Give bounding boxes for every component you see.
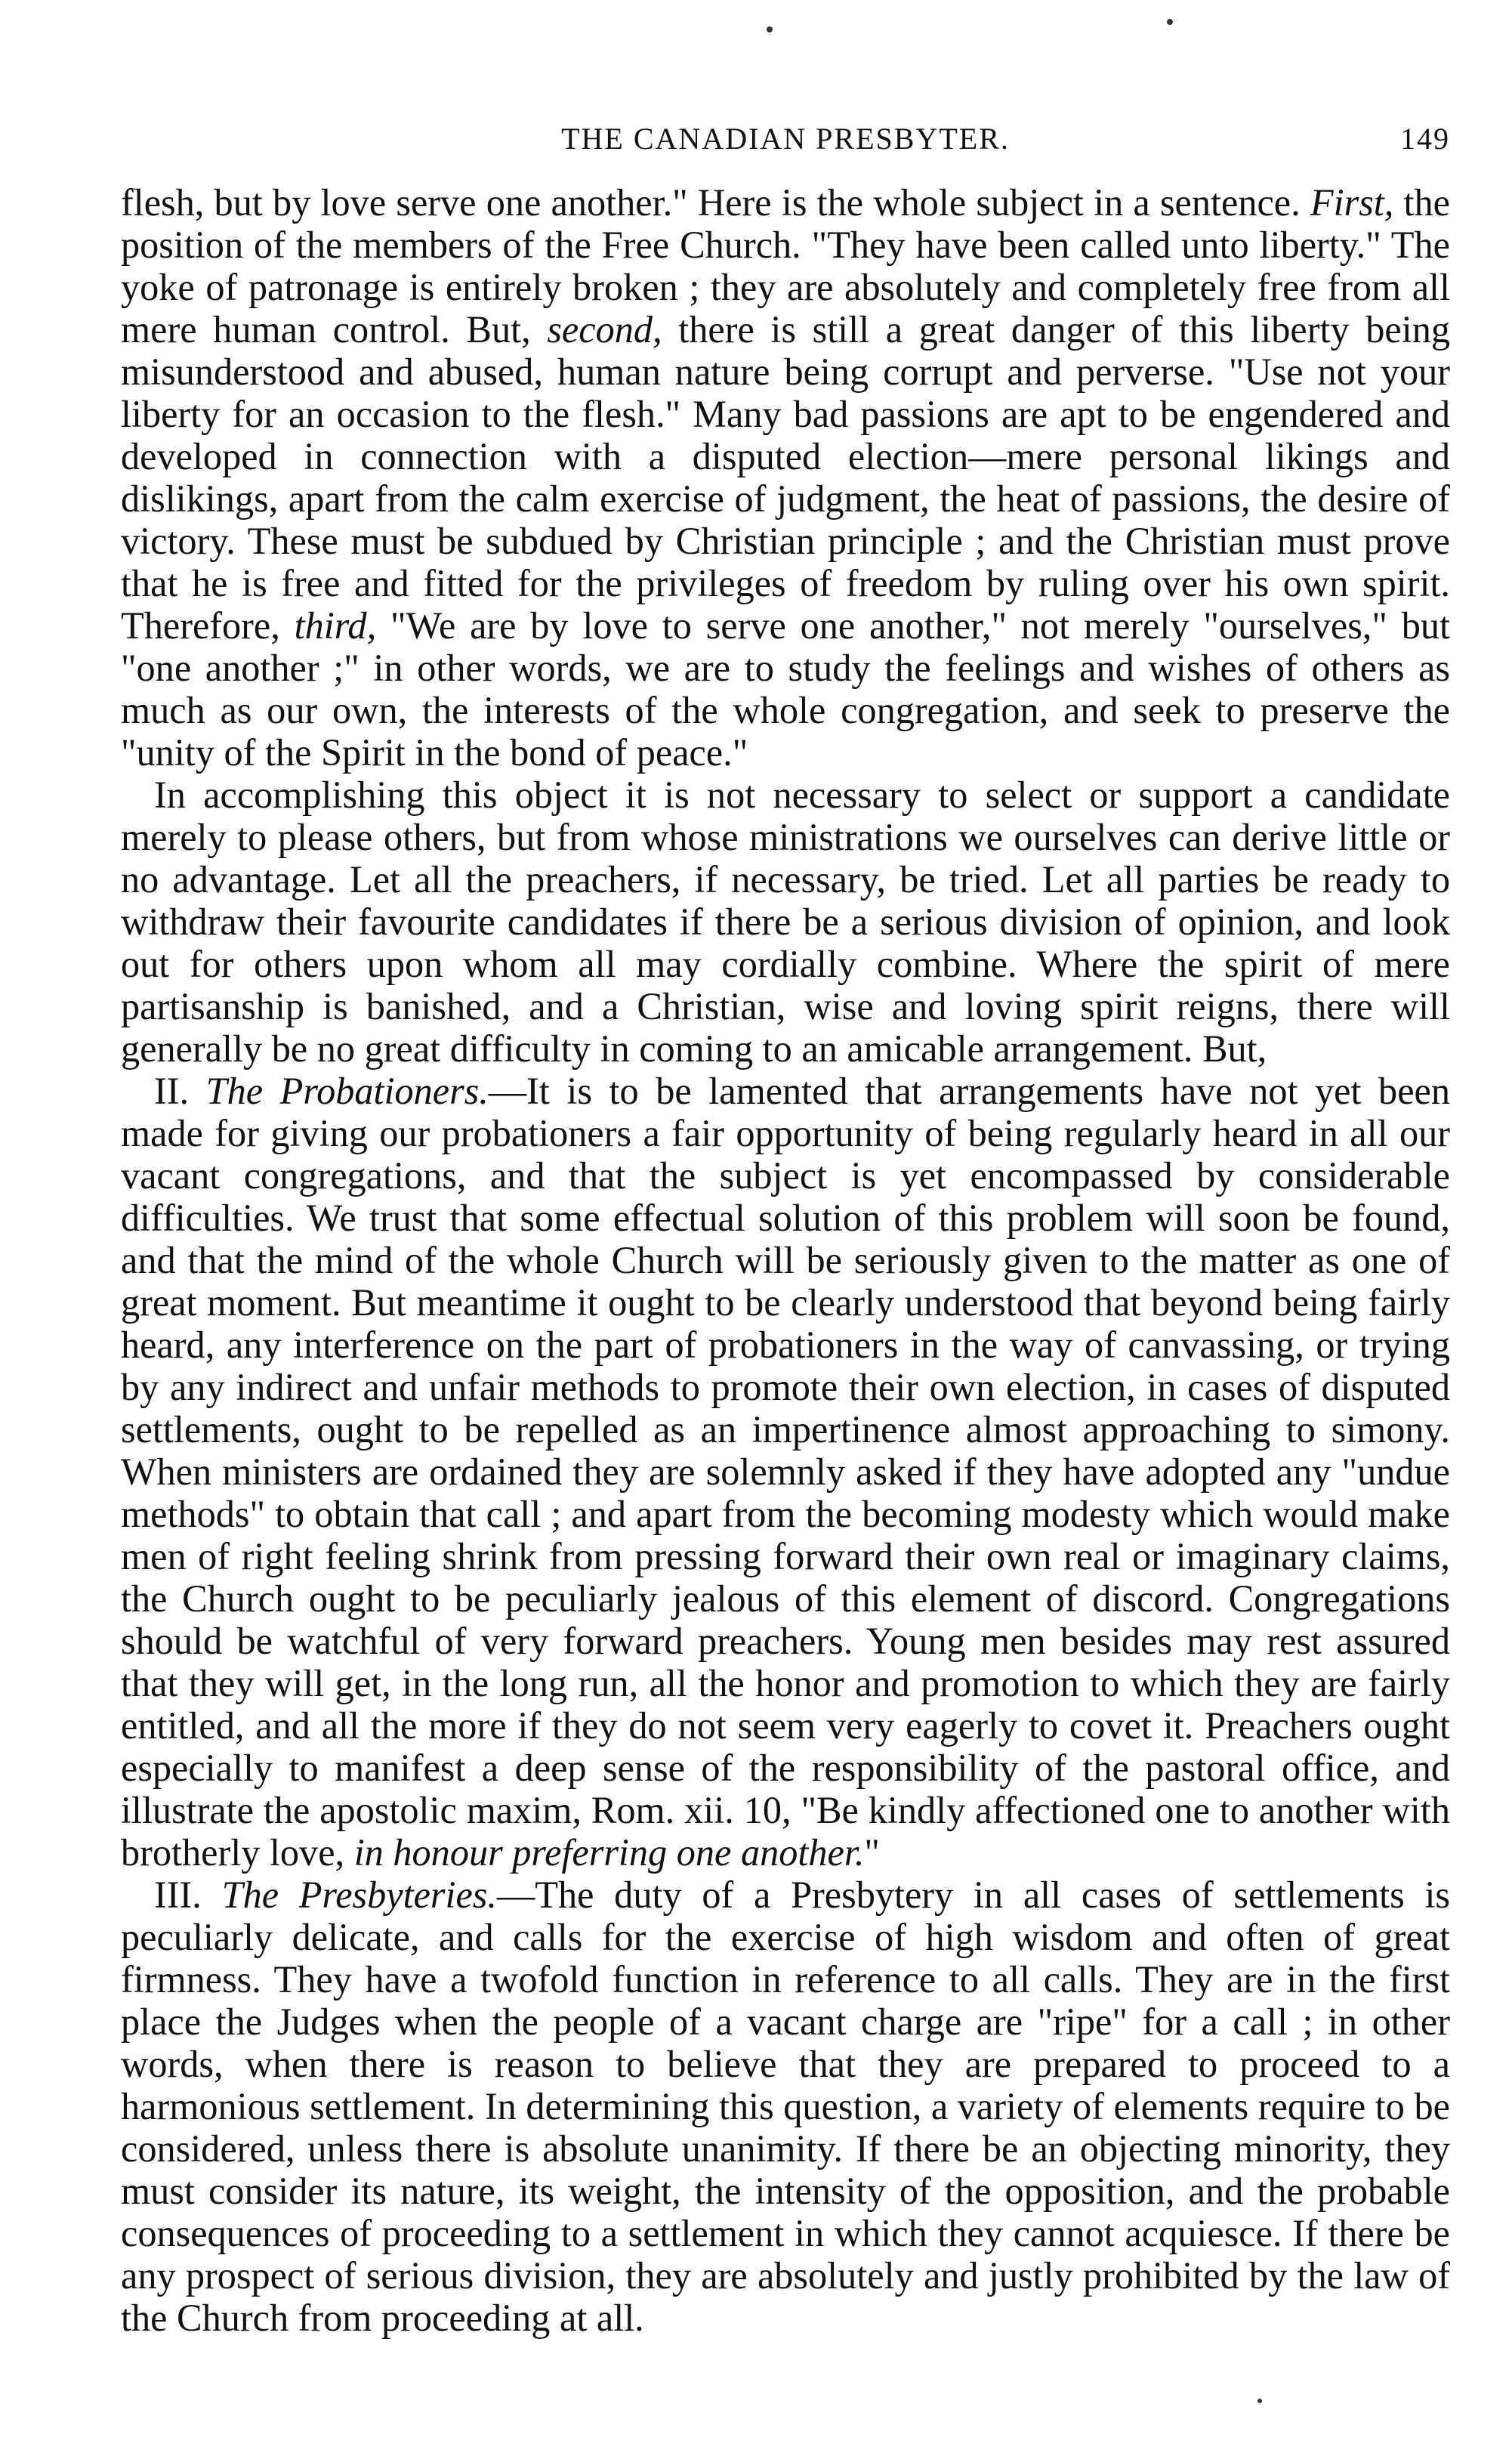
article-body: [121, 181, 1450, 2339]
emphasis-second: second,: [547, 308, 662, 351]
section-number: III.: [154, 1874, 222, 1916]
paragraph-1: [121, 181, 1450, 774]
section-heading: The Presbyteries.: [221, 1874, 497, 1916]
text-run: flesh, but by love serve one another." Here is the whole subject in a sentence.: [121, 181, 1310, 224]
journal-title: THE CANADIAN PRESBYTER.: [561, 122, 1010, 156]
text-run: there is still a great danger of this liberty being misunderstood and abused, human nature being corrupt and perverse. "Use not your liberty for an occasion to the flesh." Many bad passions are apt to be engendered and developed in connection with a disputed election—mere personal likings and dislikings, apart from the calm exercise of judgment, the heat of passions, the desire of victory. These must be subdued by Christian principle ; and the Christian must prove that he is free and fitted for the privileges of freedom by ruling over his own spirit. Therefore,: [121, 308, 1451, 647]
section-probationers: [121, 1070, 1450, 1874]
section-presbyteries: [121, 1874, 1450, 2339]
section-number: II.: [154, 1070, 206, 1112]
text-run: —It is to be lamented that arrangements have not yet been made for giving our probationers a fair opportunity of being regularly heard in all our vacant congregations, and that the subject is yet encompassed by considerable difficulties. We trust that some effectual solution of this problem will soon be found, and that the mind of the whole Church will be seriously given to the matter as one of great moment. But meantime it ought to be clearly understood that beyond being fairly heard, any interference on the part of probationers in the way of canvassing, or trying by any indirect and unfair methods to promote their own election, in cases of disputed settlements, ought to be repelled as an impertinence almost approaching to simony. When ministers are ordained they are solemnly asked if they have adopted any "undue methods" to obtain that call ; and apart from the becoming modesty which would make men of right feeling shrink from pressing forward their own real or imaginary claims, the Church ought to be peculiarly jealous of this element of discord. Congregations should be watchful of very forward preachers. Young men besides may rest assured that they will get, in the long run, all the honor and promotion to which they are fairly entitled, and all the more if they do not seem very eagerly to covet it. Preachers ought especially to manifest a deep sense of the responsibility of the pastoral office, and illustrate the apostolic maxim, Rom. xii. 10, "Be kindly affectioned one to another with brotherly love,: [121, 1070, 1451, 1874]
emphasis-third: third,: [294, 604, 377, 647]
emphasis-first: First,: [1310, 181, 1394, 224]
paragraph-2: In accomplishing this object it is not necessary to select or support a candidate merely to please others, but from whose ministrations we ourselves can derive little or no advantage. Let all the preachers, if necessary, be tried. Let all parties be ready to withdraw their favourite candidates if there be a serious division of opinion, and look out for others upon whom all may cordially combine. Where the spirit of mere partisanship is banished, and a Christian, wise and loving spirit reigns, there will generally be no great difficulty in coming to an amicable arrangement. But,: [121, 774, 1450, 1070]
text-run: —The duty of a Presbytery in all cases of settlements is peculiarly delicate, and calls for the exercise of high wisdom and often of great firmness. They have a twofold function in reference to all calls. They are in the first place the Judges when the people of a vacant charge are "ripe" for a call ; in other words, when there is reason to believe that they are prepared to proceed to a harmonious settlement. In determining this question, a variety of elements require to be considered, unless there is absolute unanimity. If there be an objecting minority, they must consider its nature, its weight, the intensity of the opposition, and the probable consequences of proceeding to a settlement in which they cannot acquiesce. If there be any prospect of serious division, they are absolutely and justly prohibited by the law of the Church from proceeding at all.: [121, 1874, 1450, 2339]
page-number: 149: [1400, 122, 1450, 156]
print-speck: [1257, 2399, 1262, 2403]
section-heading: The Probationers.: [205, 1070, 489, 1112]
running-header: [121, 113, 1450, 166]
document-page: [121, 113, 1450, 2339]
text-run: the position of the members of the Free Church. "They have been called unto liberty." The yoke of patronage is entirely broken ; they are absolutely and completely free from all mere human control. But,: [121, 181, 1450, 351]
print-speck: [767, 26, 773, 32]
italic-quote: in honour preferring one another.: [353, 1831, 865, 1874]
print-speck: [1167, 19, 1173, 25]
text-run: ": [864, 1831, 880, 1874]
text-run: "We are by love to serve one another," not merely "ourselves," but "one another ;" in other words, we are to study the feelings and wishes of others as much as our own, the interests of the whole congregation, and seek to preserve the "unity of the Spirit in the bond of peace.": [121, 604, 1450, 774]
